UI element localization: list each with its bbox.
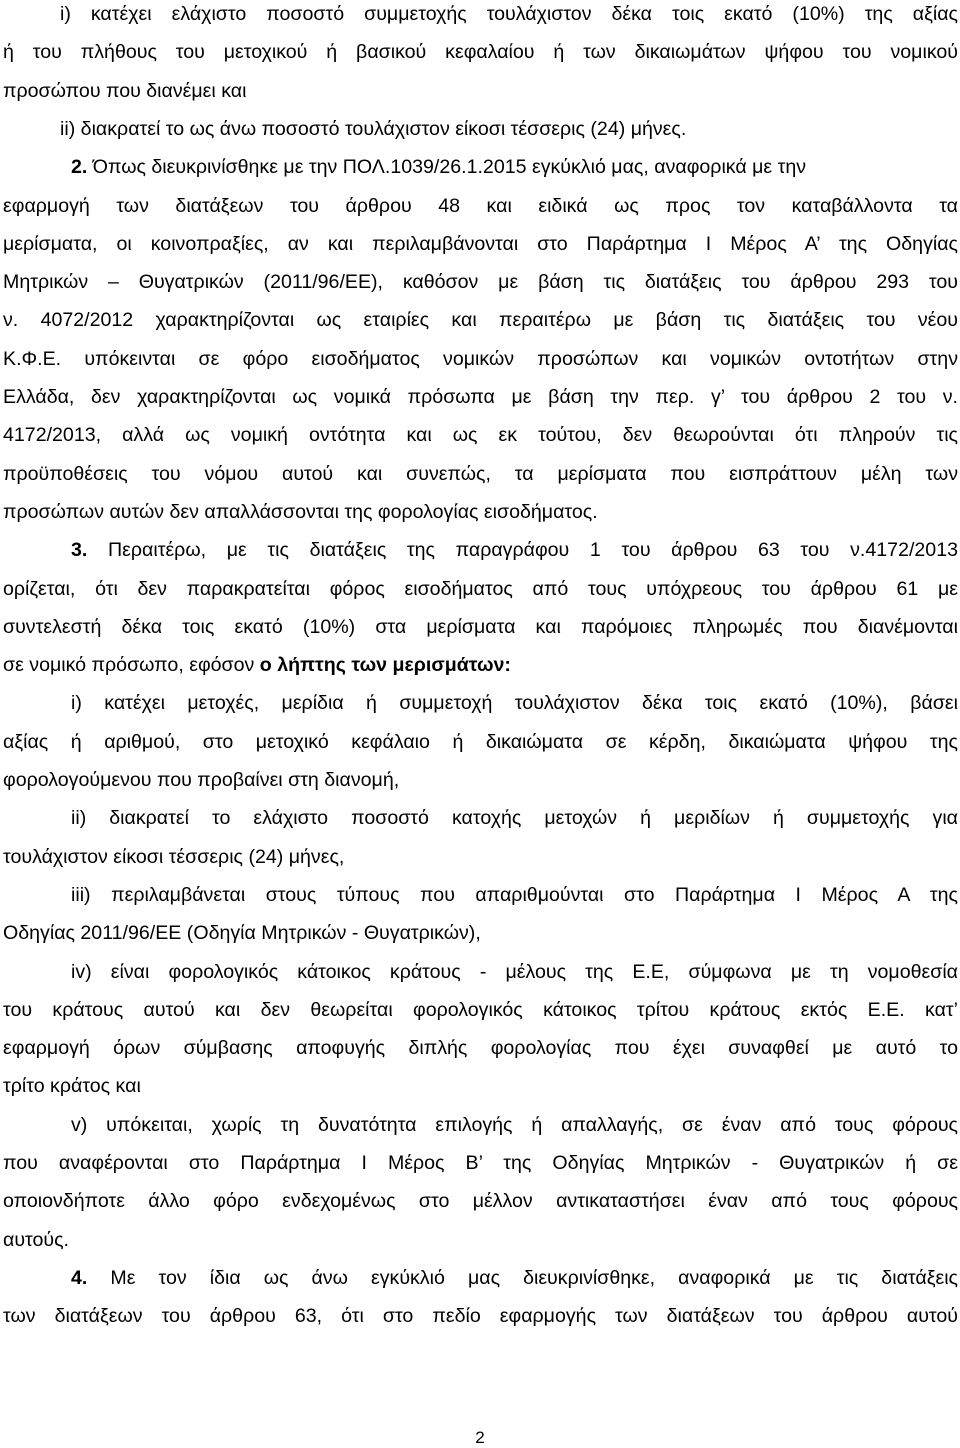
text-line — [3, 653, 958, 677]
line-text: του κράτους αυτού και δεν θεωρείται φορολογικός κάτοικος τρίτου κράτους εκτός Ε.Ε. κατ’ — [3, 998, 958, 1021]
section-number: 3. — [71, 539, 88, 562]
line-text: ii) διακρατεί το ελάχιστο ποσοστό κατοχής μετοχών ή μεριδίων ή συμμετοχής για — [71, 807, 958, 830]
text-line — [3, 385, 958, 409]
text-line — [3, 500, 958, 524]
text-line — [3, 538, 958, 562]
line-text: εφαρμογή όρων σύμβασης αποφυγής διπλής φορολογίας που έχει συναφθεί με αυτό το — [3, 1037, 958, 1060]
line-text: φορολογούμενου που προβαίνει στη διανομή, — [3, 769, 400, 791]
text-line — [3, 423, 958, 447]
line-text: οποιονδήποτε άλλο φόρο ενδεχομένως στο μέλλον αντικαταστήσει έναν από τους φόρους — [3, 1190, 958, 1213]
line-text: συντελεστή δέκα τοις εκατό (10%) στα μερίσματα και παρόμοιες πληρωμές που διανέμονται — [3, 615, 958, 638]
line-text: ν. 4072/2012 χαρακτηρίζονται ως εταιρίες και περαιτέρω με βάση τις διατάξεις του νέου — [3, 309, 958, 332]
emphasized-text: ο λήπτης των μερισμάτων: — [259, 654, 511, 677]
line-text: Όπως διευκρινίσθηκε με την ΠΟΛ.1039/26.1.2015 εγκύκλιό μας, αναφορικά με την — [87, 156, 807, 179]
line-text: i) κατέχει μετοχές, μερίδια ή συμμετοχή τουλάχιστον δέκα τοις εκατό (10%), βάσει — [71, 692, 958, 715]
text-line — [3, 768, 958, 792]
line-text: σε νομικό πρόσωπο, εφόσον — [3, 654, 260, 677]
text-line — [3, 998, 958, 1022]
line-text: αξίας ή αριθμού, στο μετοχικό κεφάλαιο ή δικαιώματα σε κέρδη, δικαιώματα ψήφου της — [3, 730, 958, 753]
line-text: που αναφέρονται στο Παράρτημα Ι Μέρος Β’ της Οδηγίας Μητρικών - Θυγατρικών ή σε — [3, 1152, 958, 1174]
line-text: Οδηγίας 2011/96/ΕΕ (Οδηγία Μητρικών - Θυγατρικών), — [3, 922, 481, 945]
text-line — [3, 730, 958, 754]
text-line — [3, 577, 958, 601]
line-text: i) κατέχει ελάχιστο ποσοστό συμμετοχής τουλάχιστον δέκα τοις εκατό (10%) της αξίας — [60, 3, 958, 25]
line-text: εφαρμογή των διατάξεων του άρθρου 48 και ειδικά ως προς τον καταβάλλοντα τα — [3, 194, 958, 217]
text-line — [3, 1304, 958, 1328]
text-line — [3, 40, 958, 64]
text-line — [3, 232, 958, 256]
text-line — [3, 2, 958, 26]
text-line — [3, 921, 958, 945]
text-line — [3, 615, 958, 639]
line-text: 4172/2013, αλλά ως νομική οντότητα και ως εκ τούτου, δεν θεωρούνται ότι πληρούν τις — [3, 424, 958, 447]
text-line — [3, 308, 958, 332]
line-text: Περαιτέρω, με τις διατάξεις της παραγράφου 1 του άρθρου 63 του ν.4172/2013 — [87, 539, 958, 562]
line-text: iv) είναι φορολογικός κάτοικος κράτους - μέλους της Ε.Ε, σύμφωνα με τη νομοθεσία — [71, 960, 958, 983]
section-number: 4. — [71, 1266, 88, 1289]
line-text: αυτούς. — [3, 1228, 70, 1251]
text-line — [3, 1189, 958, 1213]
line-text: προσώπων αυτών δεν απαλλάσσονται της φορολογίας εισοδήματος. — [3, 500, 598, 523]
line-text: iii) περιλαμβάνεται στους τύπους που απαριθμούνται στο Παράρτημα Ι Μέρος Α της — [71, 883, 958, 906]
line-text: τουλάχιστον είκοσι τέσσερις (24) μήνες, — [3, 845, 345, 868]
text-line — [3, 691, 958, 715]
line-text: Με τον ίδια ως άνω εγκύκλιό μας διευκρινίσθηκε, αναφορικά με τις διατάξεις — [87, 1266, 958, 1289]
line-text: τρίτο κράτος και — [3, 1075, 141, 1098]
text-line — [3, 347, 958, 371]
text-line — [3, 883, 958, 907]
text-line — [3, 1074, 958, 1098]
line-text: ή του πλήθους του μετοχικού ή βασικού κεφαλαίου ή των δικαιωμάτων ψήφου του νομικού — [3, 41, 958, 64]
text-line — [3, 845, 958, 869]
text-line — [3, 1151, 958, 1175]
line-text: προσώπου που διανέμει και — [3, 79, 247, 102]
line-text: v) υπόκειται, χωρίς τη δυνατότητα επιλογής ή απαλλαγής, σε έναν από τους φόρους — [71, 1113, 958, 1136]
line-text: ορίζεται, ότι δεν παρακρατείται φόρος εισοδήματος από τους υπόχρεους του άρθρου 61 με — [3, 577, 958, 600]
text-line — [3, 1228, 958, 1252]
text-line — [3, 1266, 958, 1290]
text-line — [3, 1036, 958, 1060]
text-line — [3, 270, 958, 294]
line-text: Μητρικών – Θυγατρικών (2011/96/ΕΕ), καθόσον με βάση τις διατάξεις του άρθρου 293 του — [3, 271, 958, 294]
line-text: μερίσματα, οι κοινοπραξίες, αν και περιλαμβάνονται στο Παράρτημα Ι Μέρος Α’ της Οδηγίας — [3, 232, 958, 255]
text-line — [3, 1113, 958, 1137]
text-line — [3, 806, 958, 830]
text-line — [3, 117, 958, 141]
text-line — [3, 194, 958, 218]
section-number: 2. — [71, 156, 88, 179]
line-text: προϋποθέσεις του νόμου αυτού και συνεπώς, τα μερίσματα που εισπράττουν μέλη των — [3, 462, 958, 485]
line-text: Ελλάδα, δεν χαρακτηρίζονται ως νομικά πρόσωπα με βάση την περ. γ’ του άρθρου 2 του ν. — [3, 386, 958, 408]
text-line — [3, 79, 958, 103]
text-line — [3, 462, 958, 486]
line-text: ii) διακρατεί το ως άνω ποσοστό τουλάχιστον είκοσι τέσσερις (24) μήνες. — [60, 117, 687, 140]
line-text: Κ.Φ.Ε. υπόκεινται σε φόρο εισοδήματος νομικών προσώπων και νομικών οντοτήτων στην — [3, 347, 958, 370]
text-line — [3, 960, 958, 984]
line-text: των διατάξεων του άρθρου 63, ότι στο πεδίο εφαρμογής των διατάξεων του άρθρου αυτού — [3, 1305, 958, 1328]
text-line — [3, 155, 958, 179]
page-number: 2 — [475, 1428, 485, 1447]
